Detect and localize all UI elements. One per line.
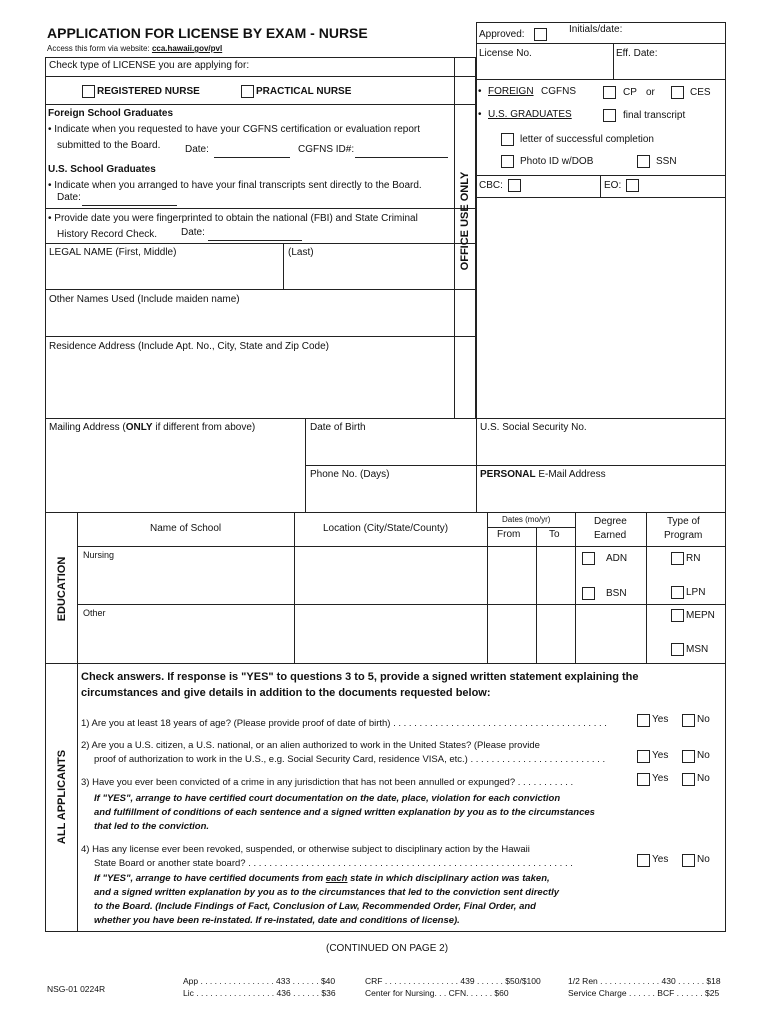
q3-note-1: If "YES", arrange to have certified court documentation on the date, place, violation for each conviction [94,793,561,804]
foreign-line1: • Indicate when you requested to have your CGFNS certification or evaluation report [48,124,421,135]
final-transcript-label: final transcript [623,110,686,121]
fingerprint-date-label: Date: [181,227,205,238]
other-to-input[interactable] [538,606,573,662]
letter-label: letter of successful completion [520,134,654,145]
bsn-checkbox[interactable] [582,587,595,600]
ces-checkbox[interactable] [671,86,684,99]
q1-yes-checkbox[interactable] [637,714,650,727]
eff-date-label: Eff. Date: [616,48,658,59]
q4-text-b: State Board or another state board? . . . . . . . . . . . . . . . . . . . . . . . . . . . . . . . . . . . . . . . . . . . . . . . . . . . . . . . . . . . . . . [94,858,573,869]
q3-note-3: that led to the conviction. [94,821,210,832]
approved-label: Approved: [479,29,525,40]
q2-no-checkbox[interactable] [682,750,695,763]
msn-label: MSN [686,644,709,655]
rn-label: RN [686,553,701,564]
adn-checkbox[interactable] [582,552,595,565]
to-header: To [549,529,560,540]
us-date-label: Date: [57,192,81,203]
us-bullet: • [478,109,482,120]
mailing-input[interactable] [46,436,304,512]
instructions-line1: Check answers. If response is "YES" to questions 3 to 5, provide a signed written statement explaining the [81,671,639,683]
cp-checkbox[interactable] [603,86,616,99]
q1-yes-label: Yes [652,714,669,725]
q3-yes-label: Yes [652,773,669,784]
q4-no-label: No [697,854,710,865]
foreign-line2: submitted to the Board. [57,140,161,151]
q1-text: 1) Are you at least 18 years of age? (Please provide proof of date of birth) . . . . . . . . . . . . . . . . . . . . . . . . . . . . . . . . . . . . . . . . . [81,718,607,729]
eo-checkbox[interactable] [626,179,639,192]
q2-yes-label: Yes [652,750,669,761]
other-from-input[interactable] [489,606,534,662]
foreign-date-label: Date: [185,144,209,155]
cp-label: CP [623,87,637,98]
website-link[interactable]: cca.hawaii.gov/pvl [151,44,223,53]
office-cgfns-label: CGFNS [541,86,576,97]
office-us-grad-label: U.S. GRADUATES [488,109,572,120]
fee-crf: CRF . . . . . . . . . . . . . . . . 439 . . . . . . $50/$100 [365,976,541,986]
form-title: APPLICATION FOR LICENSE BY EXAM - NURSE [47,25,368,41]
q2-yes-checkbox[interactable] [637,750,650,763]
ces-label: CES [690,87,711,98]
photo-id-checkbox[interactable] [501,155,514,168]
dob-input[interactable] [307,436,474,464]
us-heading: U.S. School Graduates [48,164,156,175]
q3-note-2: and fulfillment of conditions of each sentence and a signed written explanation by you as to the circumstances [94,807,595,818]
us-line1: • Indicate when you arranged to have your final transcripts sent directly to the Board. [48,180,422,191]
q1-no-label: No [697,714,710,725]
type-header-2: Program [664,530,703,541]
letter-checkbox[interactable] [501,133,514,146]
other-school-input[interactable] [79,618,292,662]
instructions-line2: circumstances and give details in addition to the documents requested below: [81,687,491,699]
mepn-checkbox[interactable] [671,609,684,622]
or-label: or [646,87,655,98]
q2-text-a: 2) Are you a U.S. citizen, a U.S. national, or an alien authorized to work in the United States? (Please provide [81,740,540,751]
fingerprint-line2: History Record Check. [57,229,158,240]
name-of-school-header: Name of School [150,523,222,534]
check-type-label: Check type of LICENSE you are applying for: [49,60,250,71]
q4-no-checkbox[interactable] [682,854,695,867]
q3-no-checkbox[interactable] [682,773,695,786]
eo-label: EO: [604,180,622,191]
q4-yes-label: Yes [652,854,669,865]
fee-ren: 1/2 Ren . . . . . . . . . . . . . 430 . . . . . . $18 [568,976,721,986]
adn-label: ADN [606,553,628,564]
registered-nurse-label: REGISTERED NURSE [97,86,200,97]
location-header: Location (City/State/County) [323,523,449,534]
q3-yes-checkbox[interactable] [637,773,650,786]
fee-app: App . . . . . . . . . . . . . . . . 433 . . . . . . $40 [183,976,336,986]
nursing-from-input[interactable] [489,548,534,602]
fee-bcf: Service Charge . . . . . . BCF . . . . . . $25 [568,988,720,998]
photo-id-label: Photo ID w/DOB [520,156,594,167]
office-foreign-label: FOREIGN [488,86,534,97]
final-transcript-checkbox[interactable] [603,109,616,122]
education-side-label: EDUCATION [56,556,68,622]
q4-note-4: whether you have been re-instated. If re-instated, date and conditions of license). [94,915,460,926]
q2-no-label: No [697,750,710,761]
rn-checkbox[interactable] [671,552,684,565]
foreign-date-field[interactable] [214,157,290,158]
phone-label: Phone No. (Days) [310,469,390,480]
access-text: Access this form via website: cca.hawaii.gov/pvl [47,44,223,53]
other-location-input[interactable] [296,606,485,662]
q3-text: 3) Have you ever been convicted of a crime in any jurisdiction that has not been annulled or expunged? . . . . . . . . . . . [81,777,574,788]
fingerprint-date-field[interactable] [208,240,302,241]
ssn-checkbox[interactable] [637,155,650,168]
email-label: PERSONAL E-Mail Address [480,469,606,480]
fingerprint-line1: • Provide date you were fingerprinted to obtain the national (FBI) and State Criminal [48,213,418,224]
legal-name-label: LEGAL NAME (First, Middle) [49,247,177,258]
q1-no-checkbox[interactable] [682,714,695,727]
cgfns-id-field[interactable] [355,157,448,158]
legal-name-input[interactable] [46,260,282,288]
lpn-checkbox[interactable] [671,586,684,599]
form-number: NSG-01 0224R [47,984,106,994]
degree-header-1: Degree [594,516,627,527]
foreign-heading: Foreign School Graduates [48,108,174,119]
q4-note-1: If "YES", arrange to have certified documents from each state in which disciplinary action was taken, [94,873,550,884]
license-no-label: License No. [479,48,532,59]
other-names-input[interactable] [46,308,474,335]
ssn-input[interactable] [478,436,724,464]
office-use-box [476,22,726,419]
continued-label: (CONTINUED ON PAGE 2) [326,943,449,954]
ssn-label: SSN [656,156,677,167]
type-header-1: Type of [667,516,700,527]
other-names-label: Other Names Used (Include maiden name) [49,294,240,305]
last-name-input[interactable] [285,260,473,288]
initials-label: Initials/date: [569,24,623,35]
nursing-label: Nursing [83,550,115,560]
bsn-label: BSN [606,588,627,599]
residence-label: Residence Address (Include Apt. No., City, State and Zip Code) [49,341,329,352]
email-input[interactable] [478,483,724,511]
approved-checkbox[interactable] [534,28,547,41]
cbc-label: CBC: [479,180,503,191]
nursing-location-input[interactable] [296,548,485,602]
practical-nurse-checkbox[interactable] [241,85,254,98]
dates-header: Dates (mo/yr) [502,515,551,524]
practical-nurse-label: PRACTICAL NURSE [256,86,352,97]
fee-cfn: Center for Nursing. . . CFN. . . . . . $60 [365,988,509,998]
lpn-label: LPN [686,587,706,598]
q2-text-b: proof of authorization to work in the U.S., e.g. Social Security Card, residence VISA, etc.) . . . . . . . . . . . . . . . . . . . . . . . . . . [94,754,606,765]
ssn-field-label: U.S. Social Security No. [480,422,587,433]
msn-checkbox[interactable] [671,643,684,656]
nursing-school-input[interactable] [79,560,292,602]
q4-yes-checkbox[interactable] [637,854,650,867]
foreign-bullet: • [478,86,482,97]
dob-label: Date of Birth [310,422,366,433]
q4-note-2: and a signed written explanation by you as to the circumstances that led to the conviction sent directly [94,887,560,898]
q3-no-label: No [697,773,710,784]
office-use-vertical: OFFICE USE ONLY [459,171,471,271]
other-label: Other [83,608,106,618]
mailing-label: Mailing Address (ONLY if different from above) [49,422,256,433]
q4-text-a: 4) Has any license ever been revoked, suspended, or otherwise subject to disciplinary action by the Hawaii [81,844,530,855]
mepn-label: MEPN [686,610,715,621]
degree-header-2: Earned [594,530,627,541]
applicants-side-label: ALL APPLICANTS [56,749,68,845]
registered-nurse-checkbox[interactable] [82,85,95,98]
fee-lic: Lic . . . . . . . . . . . . . . . . . 436 . . . . . . $36 [183,988,336,998]
last-name-label: (Last) [288,247,314,258]
us-date-field[interactable] [82,205,177,206]
nursing-to-input[interactable] [538,548,573,602]
cbc-checkbox[interactable] [508,179,521,192]
phone-input[interactable] [307,483,474,511]
cgfns-id-label: CGFNS ID#: [298,144,355,155]
q4-note-3: to the Board. (Include Findings of Fact, Conclusion of Law, Recommended Order, Final Order, and [94,901,536,912]
residence-input[interactable] [46,355,474,417]
from-header: From [497,529,521,540]
